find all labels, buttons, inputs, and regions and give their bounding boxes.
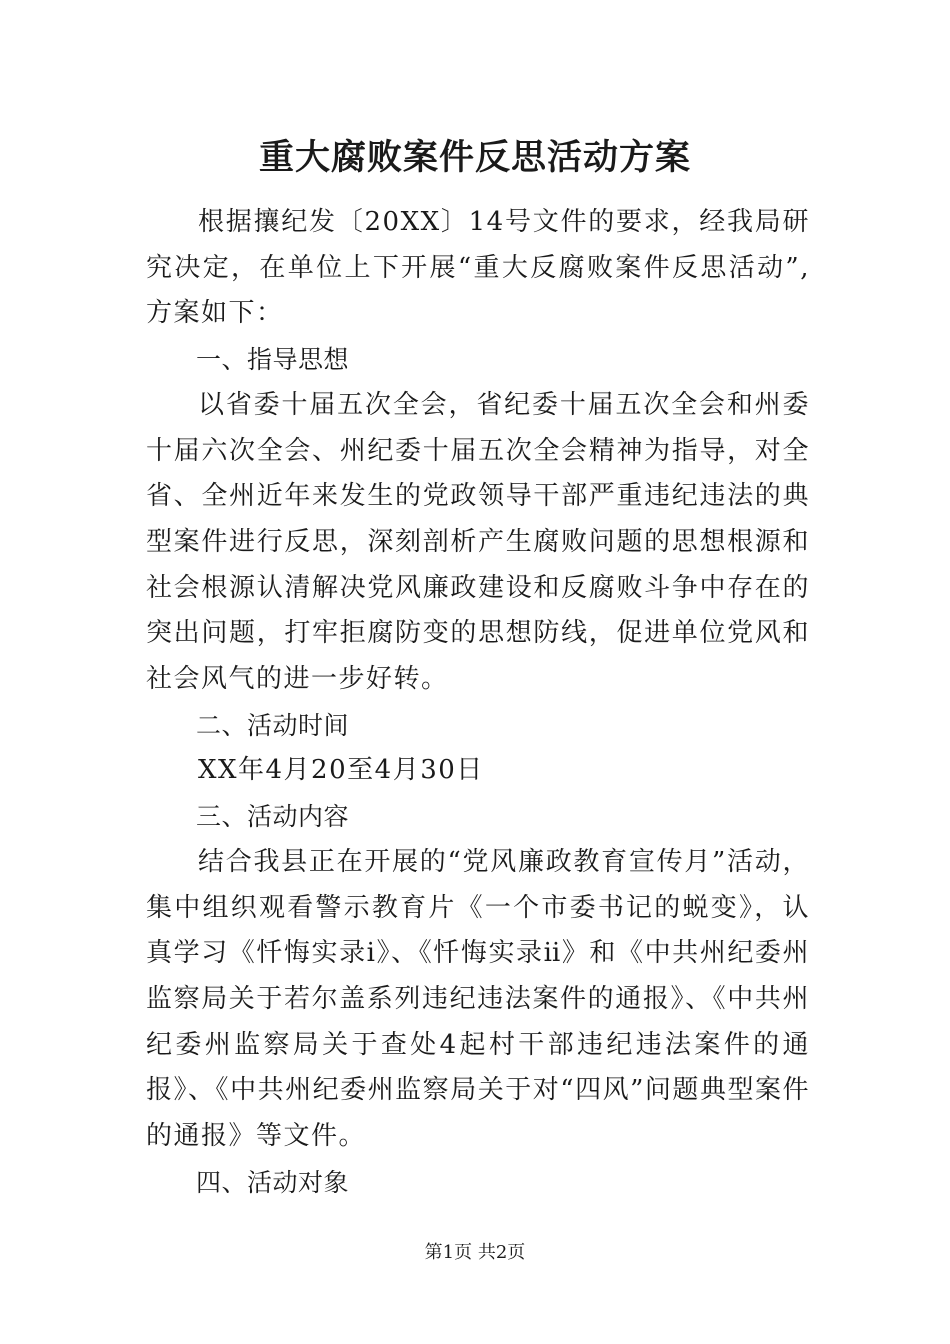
section-heading-guiding-ideology: 一、指导思想 — [196, 345, 350, 375]
section-heading-activity-time: 二、活动时间 — [196, 710, 350, 740]
section-paragraph-activity-time: XX年4月20至4月30日 — [198, 755, 484, 786]
page-number-footer: 第1页 共2页 — [424, 1242, 526, 1263]
document-body — [146, 200, 810, 1205]
section-paragraph-activity-content: 结合我县正在开展的“党风廉政教育宣传月”活动，集中组织观看警示教育片《一个市委书记的蜕变》，认真学习《忏悔实录ⅰ》、《忏悔实录ⅱ》和《中共州纪委州监察局关于若尔盖系列违纪违法案件的通报》、《中共州纪委州监察局关于查处4起村干部违纪违法案件的通报》、《中共州纪委州监察局关于对“四风”问题典型案件的通报》等文件。 — [146, 846, 810, 1152]
section-heading-activity-content: 三、活动内容 — [196, 802, 350, 832]
document-title: 重大腐败案件反思活动方案 — [258, 137, 691, 178]
section-heading-activity-target: 四、活动对象 — [196, 1167, 350, 1197]
section-paragraph-guiding-ideology: 以省委十届五次全会，省纪委十届五次全会和州委十届六次全会、州纪委十届五次全会精神为指导，对全省、全州近年来发生的党政领导干部严重违纪违法的典型案件进行反思，深刻剖析产生腐败问题的思想根源和社会根源认清解决党风廉政建设和反腐败斗争中存在的突出问题，打牢拒腐防变的思想防线，促进单位党风和社会风气的进一步好转。 — [146, 389, 810, 695]
intro-paragraph: 根据攘纪发〔20XX〕14号文件的要求，经我局研究决定，在单位上下开展“重大反腐败案件反思活动”,方案如下： — [146, 207, 810, 329]
